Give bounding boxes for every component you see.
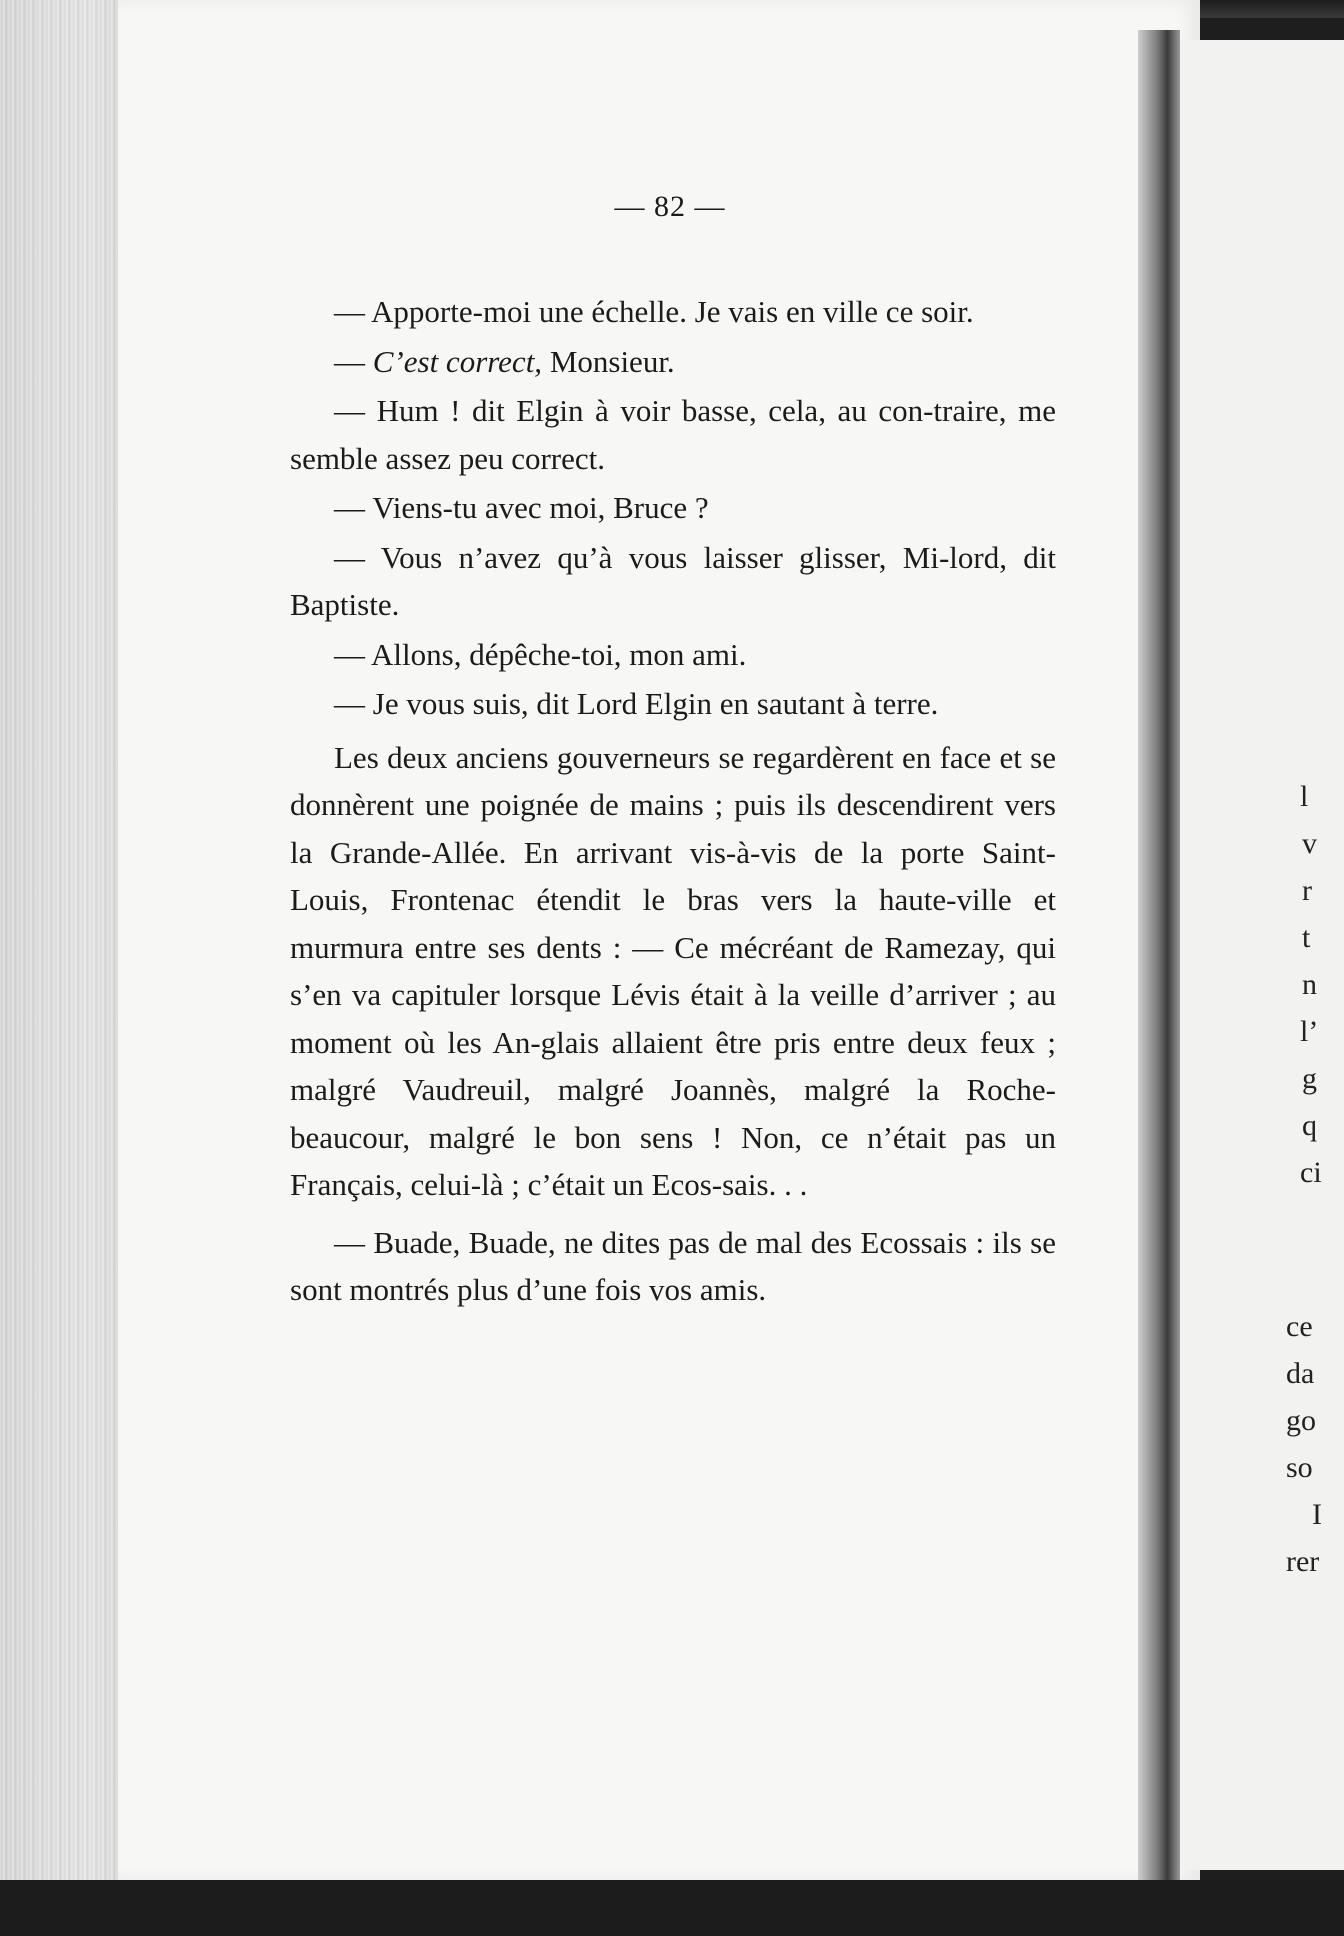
italic-phrase: C’est correct,: [372, 343, 543, 379]
paragraph-1: — Apporte-moi une échelle. Je vais en ville ce soir.: [334, 294, 974, 329]
page-body: [290, 288, 1056, 1316]
paragraph-2-rest: Monsieur.: [542, 343, 675, 379]
scan-border-bottom: [0, 1880, 1344, 1936]
facing-fragment: l’: [1300, 1015, 1319, 1048]
facing-fragment: rer: [1286, 1545, 1320, 1578]
paragraph-4: — Viens-tu avec moi, Bruce ?: [334, 490, 709, 525]
paragraph-6: — Allons, dépêche-toi, mon ami.: [334, 636, 747, 672]
facing-fragment: q: [1302, 1109, 1317, 1142]
facing-fragment: n: [1302, 968, 1317, 1001]
paragraph-8: Les deux anciens gouverneurs se regardèrent en face et se donnèrent une poignée de mains ; puis ils descendirent vers la Grande-Allée. En arrivant vis-à-vis de la porte Saint-Louis, Frontenac étendit le bras vers la haute-ville et murmura entre ses dents : — Ce mécréant de Ramezay, qui s’en va capituler lorsque Lévis était à la veille d’arriver ; au moment où les An-glais allaient être pris entre deux feux ; malgré Vaudreuil, malgré Joannès, malgré la Roche-beaucour, malgré le bon sens ! Non, ce n’était pas un Français, celui-là ; c’était un Ecos-sais. . .: [290, 739, 1056, 1202]
facing-fragment: so: [1286, 1451, 1313, 1484]
dash: —: [334, 343, 373, 379]
facing-page: [1180, 40, 1344, 1870]
facing-fragment: v: [1302, 827, 1317, 860]
facing-fragment: go: [1286, 1404, 1316, 1437]
facing-fragment: ci: [1300, 1156, 1322, 1189]
facing-fragment: t: [1302, 921, 1311, 954]
facing-fragment: g: [1302, 1062, 1317, 1095]
facing-fragment: da: [1286, 1357, 1315, 1390]
paragraph-9: — Buade, Buade, ne dites pas de mal des Ecossais : ils se sont montrés plus d’une fois vos amis.: [290, 1224, 1056, 1307]
facing-fragment: I: [1312, 1498, 1322, 1531]
paragraph-5: — Vous n’avez qu’à vous laisser glisser, Mi-lord, dit Baptiste.: [290, 539, 1056, 622]
facing-fragment: l: [1300, 780, 1309, 813]
facing-fragment: r: [1302, 874, 1312, 907]
paragraph-3: — Hum ! dit Elgin à voir basse, cela, au con-traire, me semble assez peu correct.: [290, 393, 1056, 476]
facing-fragment: ce: [1286, 1310, 1313, 1343]
paragraph-7: — Je vous suis, dit Lord Elgin en sautant à terre.: [334, 686, 939, 721]
paragraph-2: [290, 338, 1056, 386]
page-number: — 82 —: [614, 190, 726, 223]
book-gutter-shadow: [1138, 30, 1180, 1880]
